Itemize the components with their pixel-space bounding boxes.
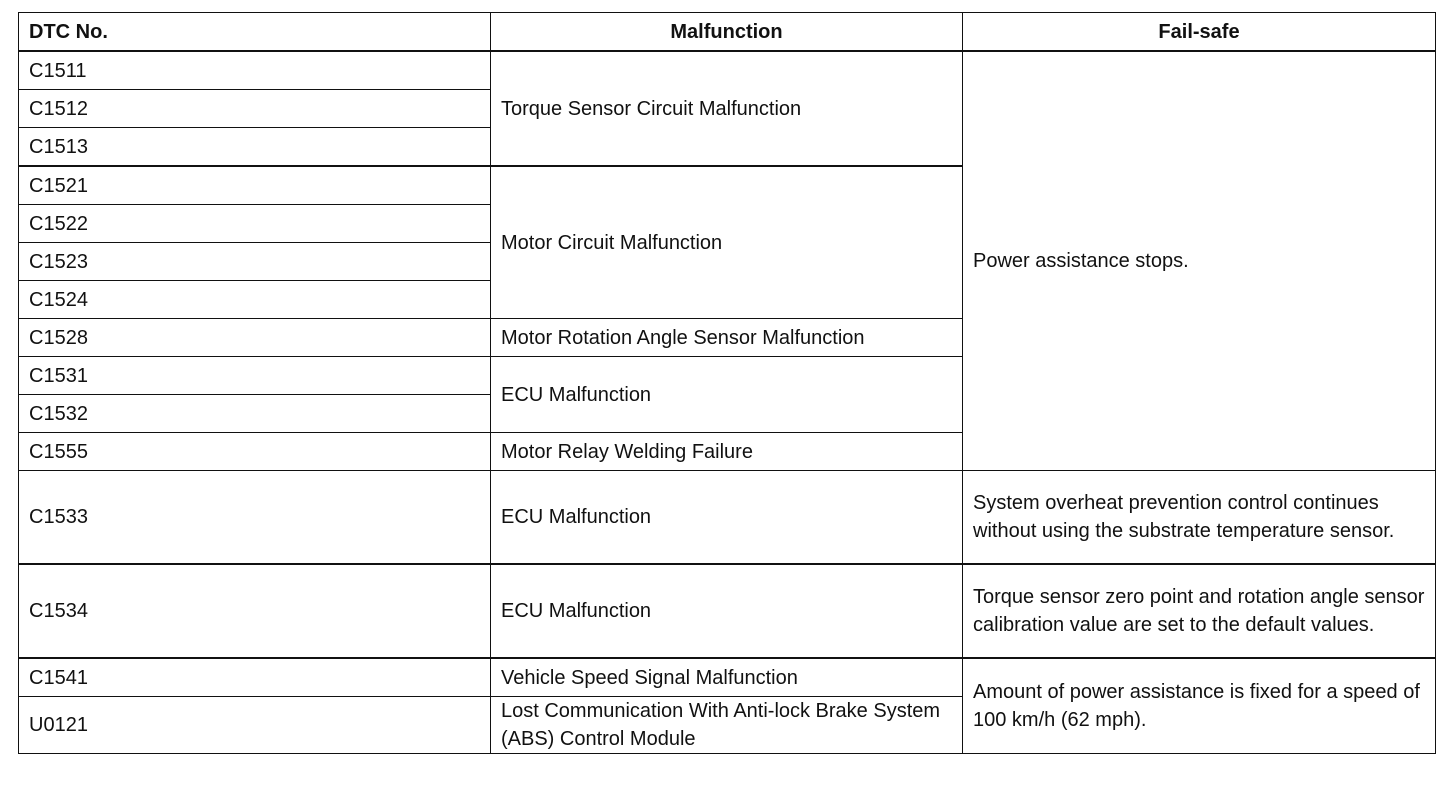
table-row xyxy=(19,471,1436,565)
malfunction-cell: Vehicle Speed Signal Malfunction xyxy=(491,658,963,697)
dtc-code: C1511 xyxy=(19,51,491,90)
header-malfunction: Malfunction xyxy=(491,13,963,52)
malfunction-cell: Motor Rotation Angle Sensor Malfunction xyxy=(491,319,963,357)
dtc-code: C1521 xyxy=(19,166,491,205)
malfunction-cell: ECU Malfunction xyxy=(491,357,963,433)
dtc-code: C1533 xyxy=(19,471,491,565)
header-dtc-no: DTC No. xyxy=(19,13,491,52)
dtc-code: C1555 xyxy=(19,433,491,471)
table-row xyxy=(19,564,1436,658)
dtc-code: C1523 xyxy=(19,243,491,281)
dtc-code: C1532 xyxy=(19,395,491,433)
failsafe-cell: Amount of power assistance is fixed for a speed of 100 km/h (62 mph). xyxy=(963,658,1436,754)
failsafe-cell: System overheat prevention control continues without using the substrate temperature sensor. xyxy=(963,471,1436,565)
malfunction-cell: ECU Malfunction xyxy=(491,471,963,565)
dtc-code: C1531 xyxy=(19,357,491,395)
dtc-code: C1512 xyxy=(19,90,491,128)
header-row xyxy=(19,13,1436,52)
malfunction-cell: ECU Malfunction xyxy=(491,564,963,658)
dtc-code: C1541 xyxy=(19,658,491,697)
failsafe-cell: Power assistance stops. xyxy=(963,51,1436,471)
table-row xyxy=(19,658,1436,697)
dtc-code: C1524 xyxy=(19,281,491,319)
dtc-code: C1522 xyxy=(19,205,491,243)
dtc-code: U0121 xyxy=(19,697,491,754)
table-row xyxy=(19,51,1436,90)
dtc-failsafe-table xyxy=(18,12,1436,754)
malfunction-cell: Motor Relay Welding Failure xyxy=(491,433,963,471)
dtc-code: C1513 xyxy=(19,128,491,167)
failsafe-cell: Torque sensor zero point and rotation angle sensor calibration value are set to the default values. xyxy=(963,564,1436,658)
malfunction-cell: Motor Circuit Malfunction xyxy=(491,166,963,319)
header-fail-safe: Fail-safe xyxy=(963,13,1436,52)
malfunction-cell: Lost Communication With Anti-lock Brake System (ABS) Control Module xyxy=(491,697,963,754)
dtc-code: C1528 xyxy=(19,319,491,357)
malfunction-cell: Torque Sensor Circuit Malfunction xyxy=(491,51,963,166)
dtc-code: C1534 xyxy=(19,564,491,658)
